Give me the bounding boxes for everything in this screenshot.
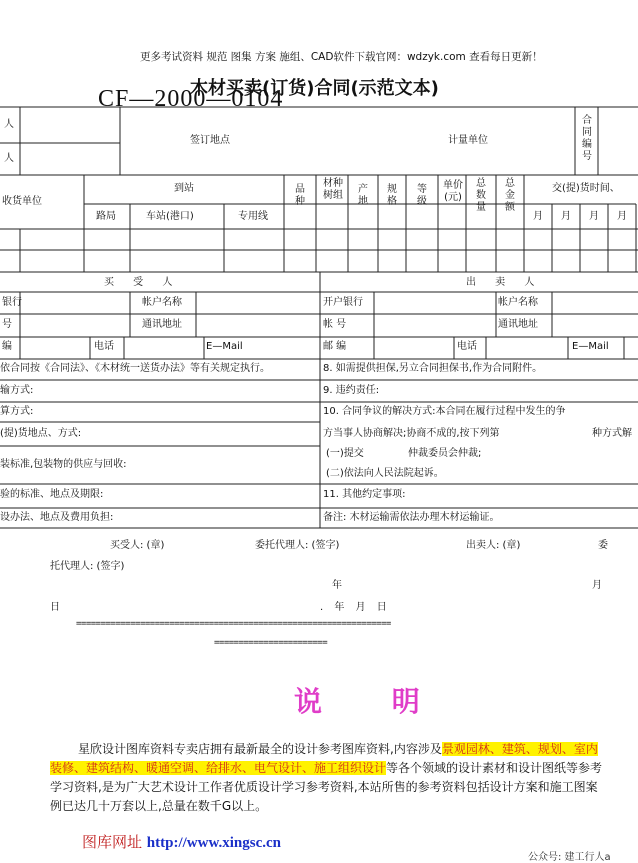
unit-label: 计量单位 bbox=[448, 135, 488, 146]
col-month-4: 月 bbox=[617, 211, 627, 222]
buyer-bank-label: 银行 bbox=[2, 297, 22, 308]
seller-email-label: E—Mail bbox=[572, 341, 609, 352]
seller-phone-label: 电话 bbox=[457, 341, 477, 352]
sig-month: 月 bbox=[592, 580, 602, 591]
wechat-watermark: 公众号: 建工行人a bbox=[528, 852, 611, 863]
seller-acct-no-label: 帐 号 bbox=[323, 319, 347, 330]
notice-highlight: 景观园林、建筑、规划、室内装修、建筑结构、暖通空调、给排水、电气设计、施工组织设计 bbox=[50, 742, 598, 775]
header-party-1: 人 bbox=[4, 119, 14, 130]
seller-postcode-label: 邮 编 bbox=[323, 341, 347, 352]
gallery-url-line bbox=[82, 831, 281, 852]
term-left-2: 输方式: bbox=[0, 385, 34, 396]
col-station: 车站(港口) bbox=[146, 211, 194, 222]
term-left-5: 装标准,包装物的供应与回收: bbox=[0, 459, 127, 470]
top-banner: 更多考试资料 规范 图集 方案 施组、CAD软件下载官网：wdzyk.com 查看每日更新！ bbox=[140, 51, 543, 63]
term-right-10e: 仲裁委员会仲裁; bbox=[408, 448, 482, 459]
notice-paragraph bbox=[50, 740, 606, 816]
buyer-acct-no-label: 号 bbox=[2, 319, 12, 330]
term-right-10: 10. 合同争议的解决方式:本合同在履行过程中发生的争 bbox=[323, 406, 566, 417]
col-month-1: 月 bbox=[533, 211, 543, 222]
seller-address-label: 通讯地址 bbox=[498, 319, 538, 330]
term-left-3: 算方式: bbox=[0, 406, 34, 417]
term-right-8: 8. 如需提供担保,另立合同担保书,作为合同附件。 bbox=[323, 363, 543, 374]
term-left-6: 验的标准、地点及期限: bbox=[0, 489, 104, 500]
notice-text-2: 等各个领域的设计素材和设计图纸等参考学习资料,是为广大艺术设计工作者优质设计学习参考资料,本站所售的参考资料包括设计方案和施工图案例已达几十万套以上,总量在数千G以上。 bbox=[50, 761, 603, 813]
sig-seller-agent-b: 托代理人: (签字) bbox=[50, 561, 125, 572]
col-month-2: 月 bbox=[561, 211, 571, 222]
col-price: 单价(元) bbox=[443, 180, 463, 203]
buyer-acct-name-label: 帐户名称 bbox=[142, 297, 182, 308]
seller-bank-label: 开户银行 bbox=[323, 297, 363, 308]
term-right-11: 11. 其他约定事项: bbox=[323, 489, 406, 500]
col-arrive: 到站 bbox=[174, 183, 194, 194]
sig-seller: 出卖人: (章) bbox=[466, 540, 521, 551]
term-right-note: 备注: 木材运输需依法办理木材运输证。 bbox=[323, 512, 500, 523]
seller-heading: 出 卖 人 bbox=[466, 277, 543, 288]
col-material: 材种树组 bbox=[323, 178, 343, 201]
sign-place-label: 签订地点 bbox=[190, 135, 230, 146]
term-right-10d: (一)提交 bbox=[326, 448, 364, 459]
term-left-7: 设办法、地点及费用负担: bbox=[0, 512, 114, 523]
sig-buyer: 买受人: (章) bbox=[110, 540, 165, 551]
sig-day: 日 bbox=[50, 602, 60, 613]
contract-no-label: 合同编号 bbox=[582, 115, 592, 162]
term-right-9: 9. 违约责任: bbox=[323, 385, 380, 396]
sig-date-line: . 年 月 日 bbox=[320, 602, 387, 613]
header-party-2: 人 bbox=[4, 153, 14, 164]
buyer-phone-label: 电话 bbox=[94, 341, 114, 352]
gallery-url-link[interactable]: http://www.xingsc.cn bbox=[146, 835, 281, 851]
buyer-address-label: 通讯地址 bbox=[142, 319, 182, 330]
col-qty: 总数量 bbox=[476, 178, 486, 213]
gallery-url-label: 图库网址 bbox=[82, 833, 143, 851]
term-right-10b: 方当事人协商解决;协商不成的,按下列第 bbox=[323, 428, 500, 439]
sig-buyer-agent: 委托代理人: (签字) bbox=[255, 540, 340, 551]
term-left-1: 依合同按《合同法》、《木材统一送货办法》等有关规定执行。 bbox=[0, 363, 270, 374]
col-line: 专用线 bbox=[238, 211, 268, 222]
separator-line-1: ================================================================ bbox=[76, 619, 391, 629]
separator-line-2: ======================= bbox=[214, 638, 328, 648]
document-code: CF—2000—0104 bbox=[98, 86, 284, 112]
term-right-10c: 种方式解 bbox=[592, 428, 632, 439]
col-month-3: 月 bbox=[589, 211, 599, 222]
sig-year: 年 bbox=[332, 580, 342, 591]
col-bureau: 路局 bbox=[96, 211, 116, 222]
document-title: 木材买卖(订货)合同(示范文本) bbox=[190, 78, 439, 99]
notice-title: 说 明 bbox=[294, 685, 450, 718]
buyer-postcode-label: 编 bbox=[2, 341, 12, 352]
col-spec: 规格 bbox=[387, 184, 397, 207]
col-receiver: 收货单位 bbox=[2, 196, 42, 207]
term-left-4: (提)货地点、方式: bbox=[0, 428, 82, 439]
col-delivery: 交(提)货时间、 bbox=[552, 183, 620, 194]
notice-text-1: 星欣设计图库资料专卖店拥有最新最全的设计参考图库资料,内容涉及 bbox=[78, 742, 442, 756]
col-grade: 等级 bbox=[417, 184, 427, 207]
seller-acct-name-label: 帐户名称 bbox=[498, 297, 538, 308]
term-right-10f: (二)依法向人民法院起诉。 bbox=[326, 468, 444, 479]
col-variety: 品种 bbox=[295, 184, 305, 207]
sig-seller-agent-a: 委 bbox=[598, 540, 608, 551]
col-origin: 产地 bbox=[358, 184, 368, 207]
buyer-email-label: E—Mail bbox=[206, 341, 243, 352]
col-amount: 总金额 bbox=[505, 178, 515, 213]
buyer-heading: 买 受 人 bbox=[104, 277, 181, 288]
